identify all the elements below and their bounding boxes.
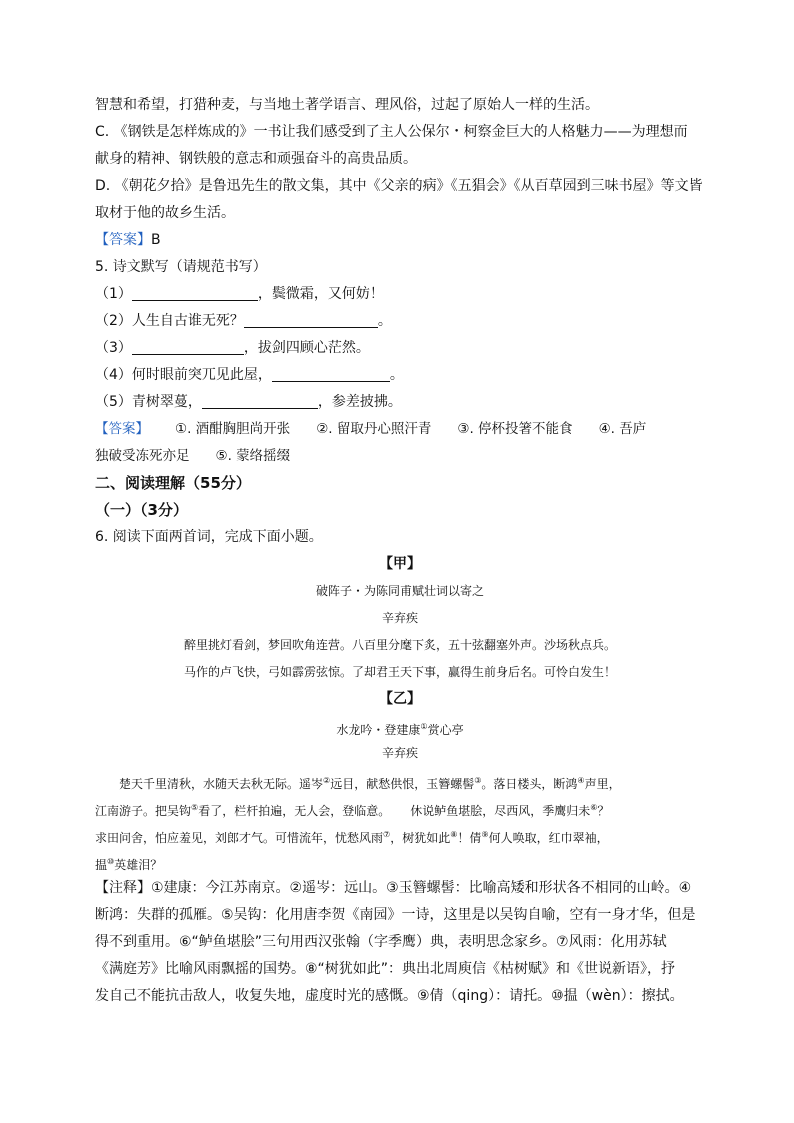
- poem-text: ？: [597, 804, 610, 818]
- item-text: 人生自古谁无死？: [131, 313, 244, 329]
- poem-text: 声里，: [584, 777, 621, 791]
- item-number: （2）: [95, 313, 132, 329]
- item-number: （3）: [95, 340, 132, 356]
- poem-text: 求田问舍，怕应羞见，刘郎才气。可惜流年，忧愁风雨: [95, 831, 384, 845]
- notes-line: 断鸿：失群的孤雁。⑤吴钩：化用唐李贺《南园》一诗，这里是以吴钩自喻，空有一身才华，但是: [95, 907, 696, 923]
- item-number: （1）: [95, 286, 132, 302]
- item-number: （4）: [95, 367, 132, 383]
- poem-a-author: 辛弃疾: [381, 611, 418, 625]
- answer-5: [95, 416, 705, 443]
- item-text: 。: [377, 313, 392, 329]
- notes-line: 得不到重用。⑥“鲈鱼堪脍”三句用西汉张翰（字季鹰）典，表明思念家乡。⑦风雨：化用苏轼: [95, 934, 667, 950]
- poem-text: 何人唤取，红巾翠袖，: [488, 831, 609, 845]
- item-text: 。: [389, 367, 404, 383]
- answer-blank: [244, 311, 378, 328]
- text-line: 智慧和希望，打猎种麦，与当地土著学语言、理风俗，过起了原始人一样的生活。: [95, 97, 599, 113]
- note-ref: ⑦: [383, 830, 391, 839]
- answer-item: 独破受冻死亦足: [95, 448, 190, 464]
- poem-text: ！倩: [457, 831, 482, 845]
- poem-text: 楚天千里清秋，水随天去秋无际。遥岑: [119, 777, 324, 791]
- poem-text: 揾: [95, 858, 108, 872]
- answer-label: 【答案】: [95, 421, 149, 437]
- answer-item: ③. 停杯投箸不能食: [457, 421, 573, 437]
- answer-5-cont: [95, 443, 705, 470]
- answer-item: ④. 吾庐: [598, 421, 647, 437]
- answer-item: ⑤. 蒙络摇缀: [215, 448, 291, 464]
- poem-b-line: [95, 848, 705, 875]
- title-part: 水龙吟・登建康: [336, 723, 421, 737]
- notes-line: 发自己不能抗击敌人，收复失地，虚度时光的感慨。⑨倩（qing）：请托。⑩揾（wèn）：擦拭。: [95, 988, 684, 1004]
- poem-a-title: 破阵子・为陈同甫赋壮词以寄之: [315, 584, 484, 598]
- note-ref: ⑧: [450, 830, 458, 839]
- answer-value: B: [151, 232, 161, 248]
- poem-text: 远目，献愁供恨，玉簪螺髻: [330, 777, 475, 791]
- item-text: 青树翠蔓，: [131, 394, 202, 410]
- poem-b-line: [95, 821, 705, 848]
- note-ref: ⑨: [481, 830, 489, 839]
- poem-a-line: 醉里挑灯看剑，梦回吹角连营。八百里分麾下炙，五十弦翻塞外声。沙场秋点兵。: [183, 638, 616, 652]
- item-text: ，参差披拂。: [317, 394, 402, 410]
- answer-item: ②. 留取丹心照汗青: [316, 421, 432, 437]
- section-2-subtitle: （一）（3分）: [95, 501, 188, 519]
- document-page: [95, 92, 705, 1010]
- poem-a-mark: 【甲】: [379, 556, 421, 572]
- answer-blank: [272, 365, 390, 382]
- question-5-title: 5. 诗文默写（请规范书写）: [95, 259, 267, 275]
- item-text: 何时眼前突兀见此屋，: [131, 367, 272, 383]
- answer-blank: [132, 284, 258, 301]
- q5-item-5: [95, 389, 705, 416]
- note-ref: ⑤: [191, 803, 199, 812]
- note-ref: ①: [420, 722, 428, 731]
- poem-a-line: 马作的卢飞快，弓如霹雳弦惊。了却君王天下事，赢得生前身后名。可怜白发生！: [183, 665, 616, 679]
- item-text: ，拔剑四顾心茫然。: [243, 340, 370, 356]
- poem-b-line: [95, 767, 705, 794]
- note-ref: ⑥: [590, 803, 598, 812]
- text-line: 献身的精神、钢铁般的意志和顽强奋斗的高贵品质。: [95, 151, 417, 167]
- poem-b-line: [95, 794, 705, 821]
- poem-text: 看了，栏杆拍遍，无人会，登临意。: [198, 804, 391, 818]
- answer-label: 【答案】: [95, 232, 151, 248]
- title-part: 赏心亭: [427, 723, 464, 737]
- answer-4: [95, 227, 705, 254]
- answer-item: ①. 酒酣胸胆尚开张: [175, 421, 291, 437]
- question-6-stem: 6. 阅读下面两首词，完成下面小题。: [95, 529, 323, 545]
- poem-text: ，树犹如此: [390, 831, 451, 845]
- note-ref: ④: [577, 776, 585, 785]
- q5-item-2: [95, 308, 705, 335]
- q5-item-1: [95, 281, 705, 308]
- item-text: ，鬓微霜，又何妨！: [257, 286, 384, 302]
- item-number: （5）: [95, 394, 132, 410]
- notes-line: 【注释】①建康：今江苏南京。②遥岑：远山。③玉簪螺髻：比喻高矮和形状各不相同的山岭。④: [95, 880, 692, 896]
- poem-b-mark: 【乙】: [379, 691, 421, 707]
- note-ref: ⑩: [107, 857, 115, 866]
- section-2-title: 二、阅读理解（55分）: [95, 474, 251, 492]
- option-d-line: D. 《朝花夕拾》是鲁迅先生的散文集，其中《父亲的病》《五猖会》《从百草园到三味书屋》等文皆: [95, 178, 703, 194]
- q5-item-4: [95, 362, 705, 389]
- poem-text: 江南游子。把吴钩: [95, 804, 192, 818]
- answer-blank: [202, 392, 318, 409]
- note-ref: ②: [323, 776, 331, 785]
- notes-line: 《满庭芳》比喻风雨飘摇的国势。⑧“树犹如此”：典出北周庾信《枯树赋》和《世说新语》，抒: [95, 961, 676, 977]
- option-c-line: C. 《钢铁是怎样炼成的》一书让我们感受到了主人公保尔・柯察金巨大的人格魅力——为理想而: [95, 124, 688, 140]
- poem-b-author: 辛弃疾: [381, 746, 418, 760]
- poem-text: 英雄泪？: [114, 858, 163, 872]
- text-line: 取材于他的故乡生活。: [95, 205, 235, 221]
- poem-b-title: [95, 713, 705, 740]
- poem-text: 。落日楼头，断鸿: [481, 777, 578, 791]
- q5-item-3: [95, 335, 705, 362]
- poem-text: 休说鲈鱼堪脍，尽西风，季鹰归未: [410, 804, 591, 818]
- answer-blank: [132, 338, 244, 355]
- note-ref: ③: [474, 776, 482, 785]
